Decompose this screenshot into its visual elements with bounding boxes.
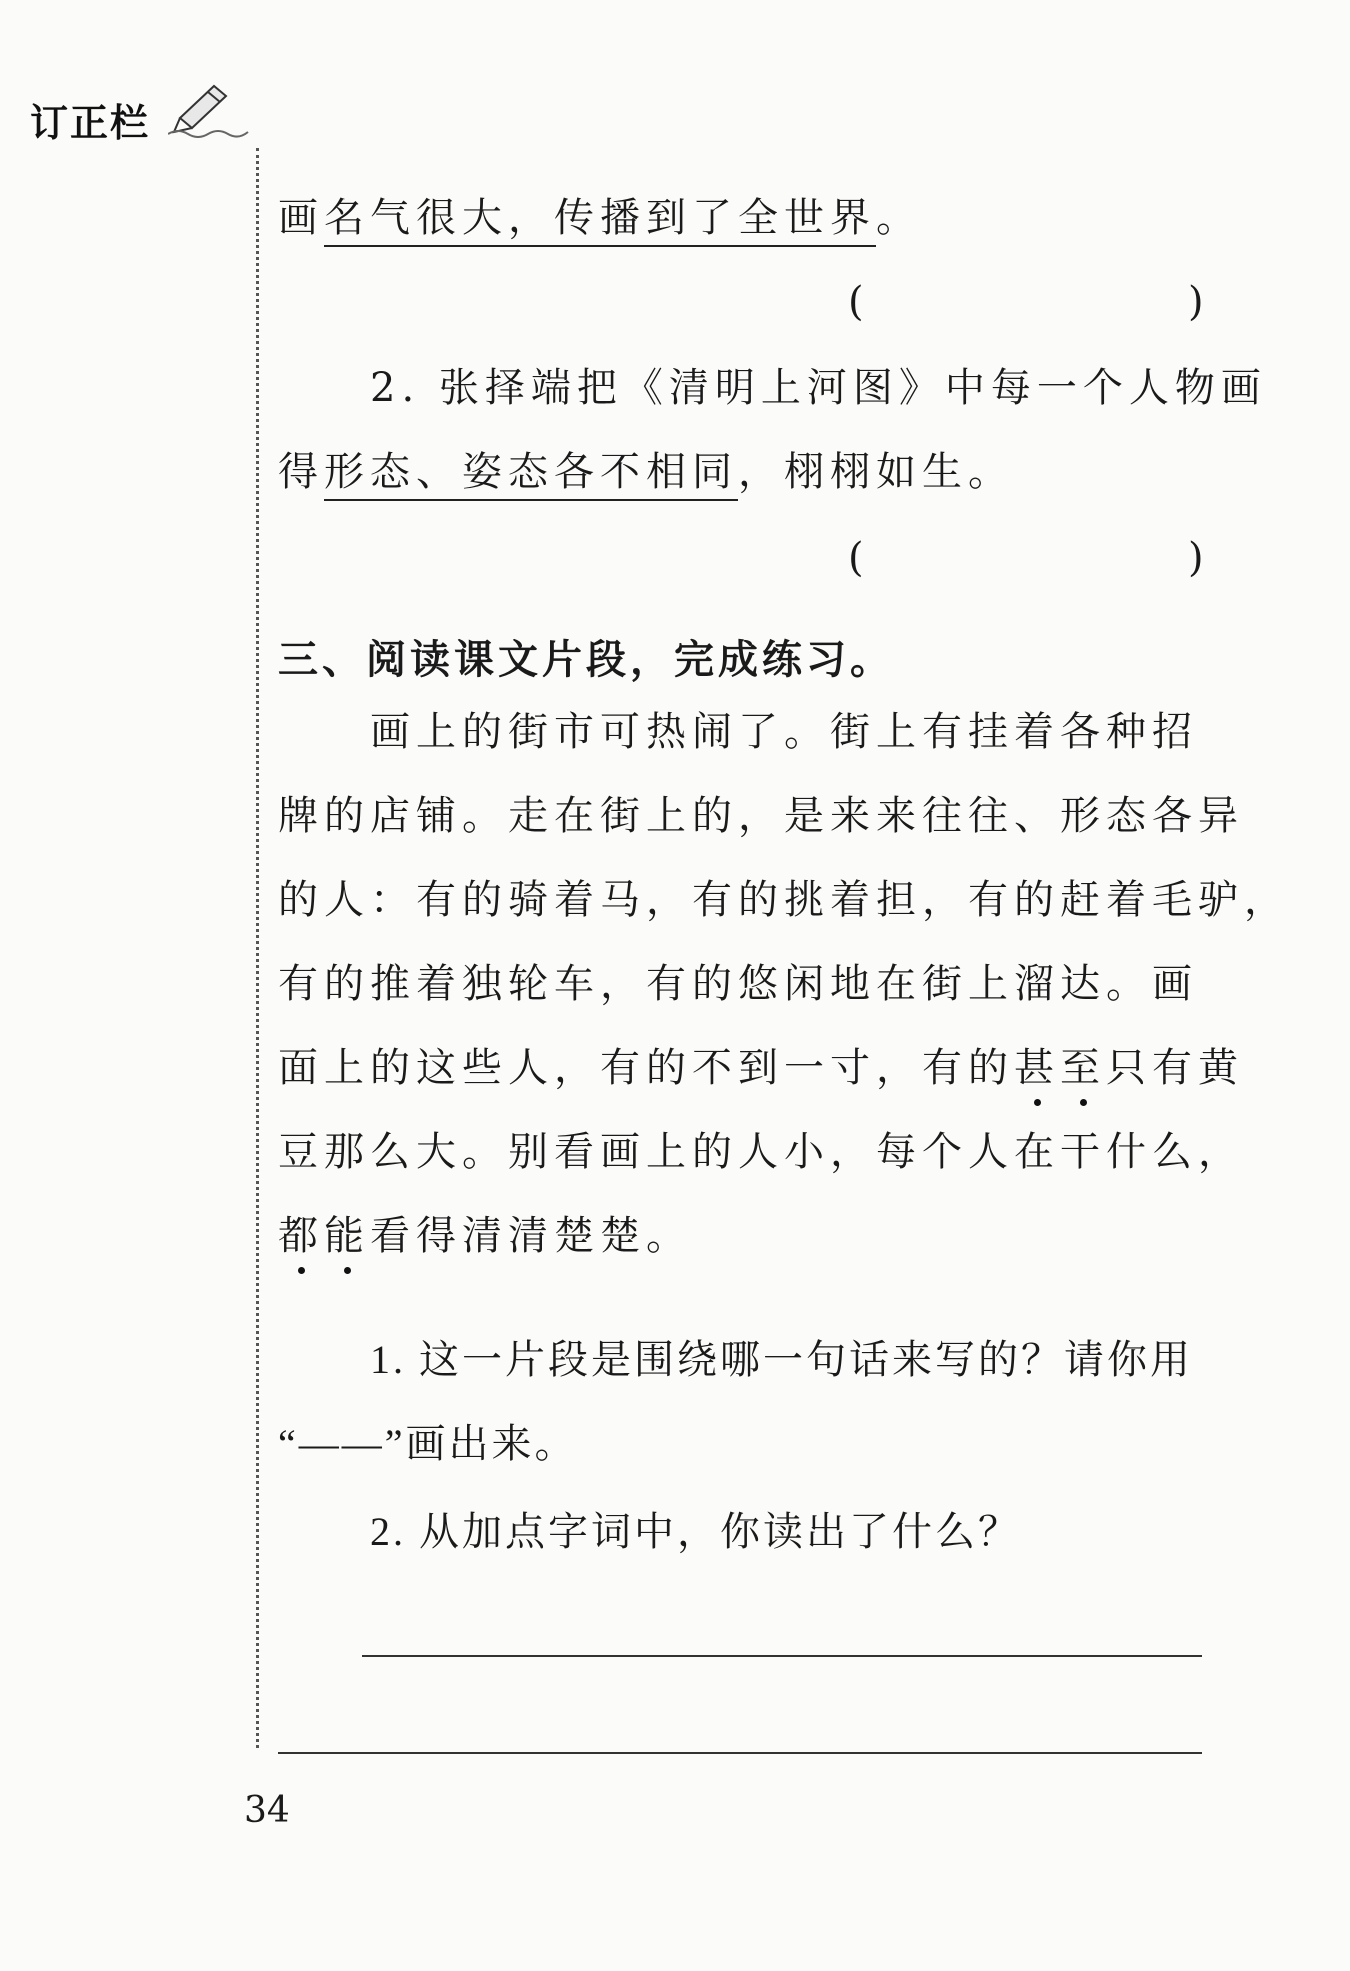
dotted-char-zhi: 至 xyxy=(1060,1045,1106,1091)
passage-line-4: 有的推着独轮车，有的悠闲地在街上溜达。画 xyxy=(278,961,1198,1007)
passage-line-1: 画上的街市可热闹了。街上有挂着各种招 xyxy=(370,709,1198,755)
page-number: 34 xyxy=(244,1790,290,1831)
margin-divider xyxy=(256,148,259,1748)
section-3-title: 三、阅读课文片段，完成练习。 xyxy=(278,637,894,683)
dotted-char-neng: 能 xyxy=(324,1213,370,1259)
passage-line-2: 牌的店铺。走在街上的，是来来往往、形态各异 xyxy=(278,793,1244,839)
passage-line-7-end: 看得清清楚楚。 xyxy=(370,1213,692,1259)
passage-line-7 xyxy=(278,1213,692,1259)
sentence-2-end: ，栩栩如生。 xyxy=(738,449,1014,495)
passage-line-6: 豆那么大。别看画上的人小，每个人在干什么， xyxy=(278,1129,1244,1175)
answer-line-2[interactable] xyxy=(278,1752,1202,1754)
question-2-line-1: 2. 张择端把《清明上河图》中每一个人物画 xyxy=(370,365,1267,411)
passage-line-5 xyxy=(278,1045,1244,1091)
sentence-1-start: 画 xyxy=(278,195,324,241)
sentence-2-start: 得 xyxy=(278,449,324,495)
sentence-1-end: 。 xyxy=(876,195,922,241)
question-3-1-line-1: 1. 这一片段是围绕哪一句话来写的？请你用 xyxy=(370,1337,1193,1382)
answer-paren-1-open: ( xyxy=(848,279,864,325)
question-2-line-2 xyxy=(278,449,1014,495)
passage-line-5-end: 只有黄 xyxy=(1106,1045,1244,1091)
answer-paren-2-close: ) xyxy=(1188,535,1204,581)
passage-line-5-start: 面上的这些人，有的不到一寸，有的 xyxy=(278,1045,1014,1091)
dotted-char-dou: 都 xyxy=(278,1213,324,1259)
sentence-1-line xyxy=(278,195,922,241)
question-3-2: 2. 从加点字词中，你读出了什么？ xyxy=(370,1509,1021,1554)
sentence-1-underlined: 名气很大，传播到了全世界 xyxy=(324,195,876,247)
pencil-icon xyxy=(168,78,258,138)
answer-paren-2-open: ( xyxy=(848,535,864,581)
question-3-1-line-2: “——”画出来。 xyxy=(278,1421,578,1466)
answer-paren-1-close: ) xyxy=(1188,279,1204,325)
answer-line-1[interactable] xyxy=(362,1655,1202,1657)
sentence-2-underlined: 形态、姿态各不相同 xyxy=(324,449,738,501)
correction-column-title: 订正栏 xyxy=(30,101,151,145)
passage-line-3: 的人：有的骑着马，有的挑着担，有的赶着毛驴， xyxy=(278,877,1290,923)
dotted-char-shen: 甚 xyxy=(1014,1045,1060,1091)
